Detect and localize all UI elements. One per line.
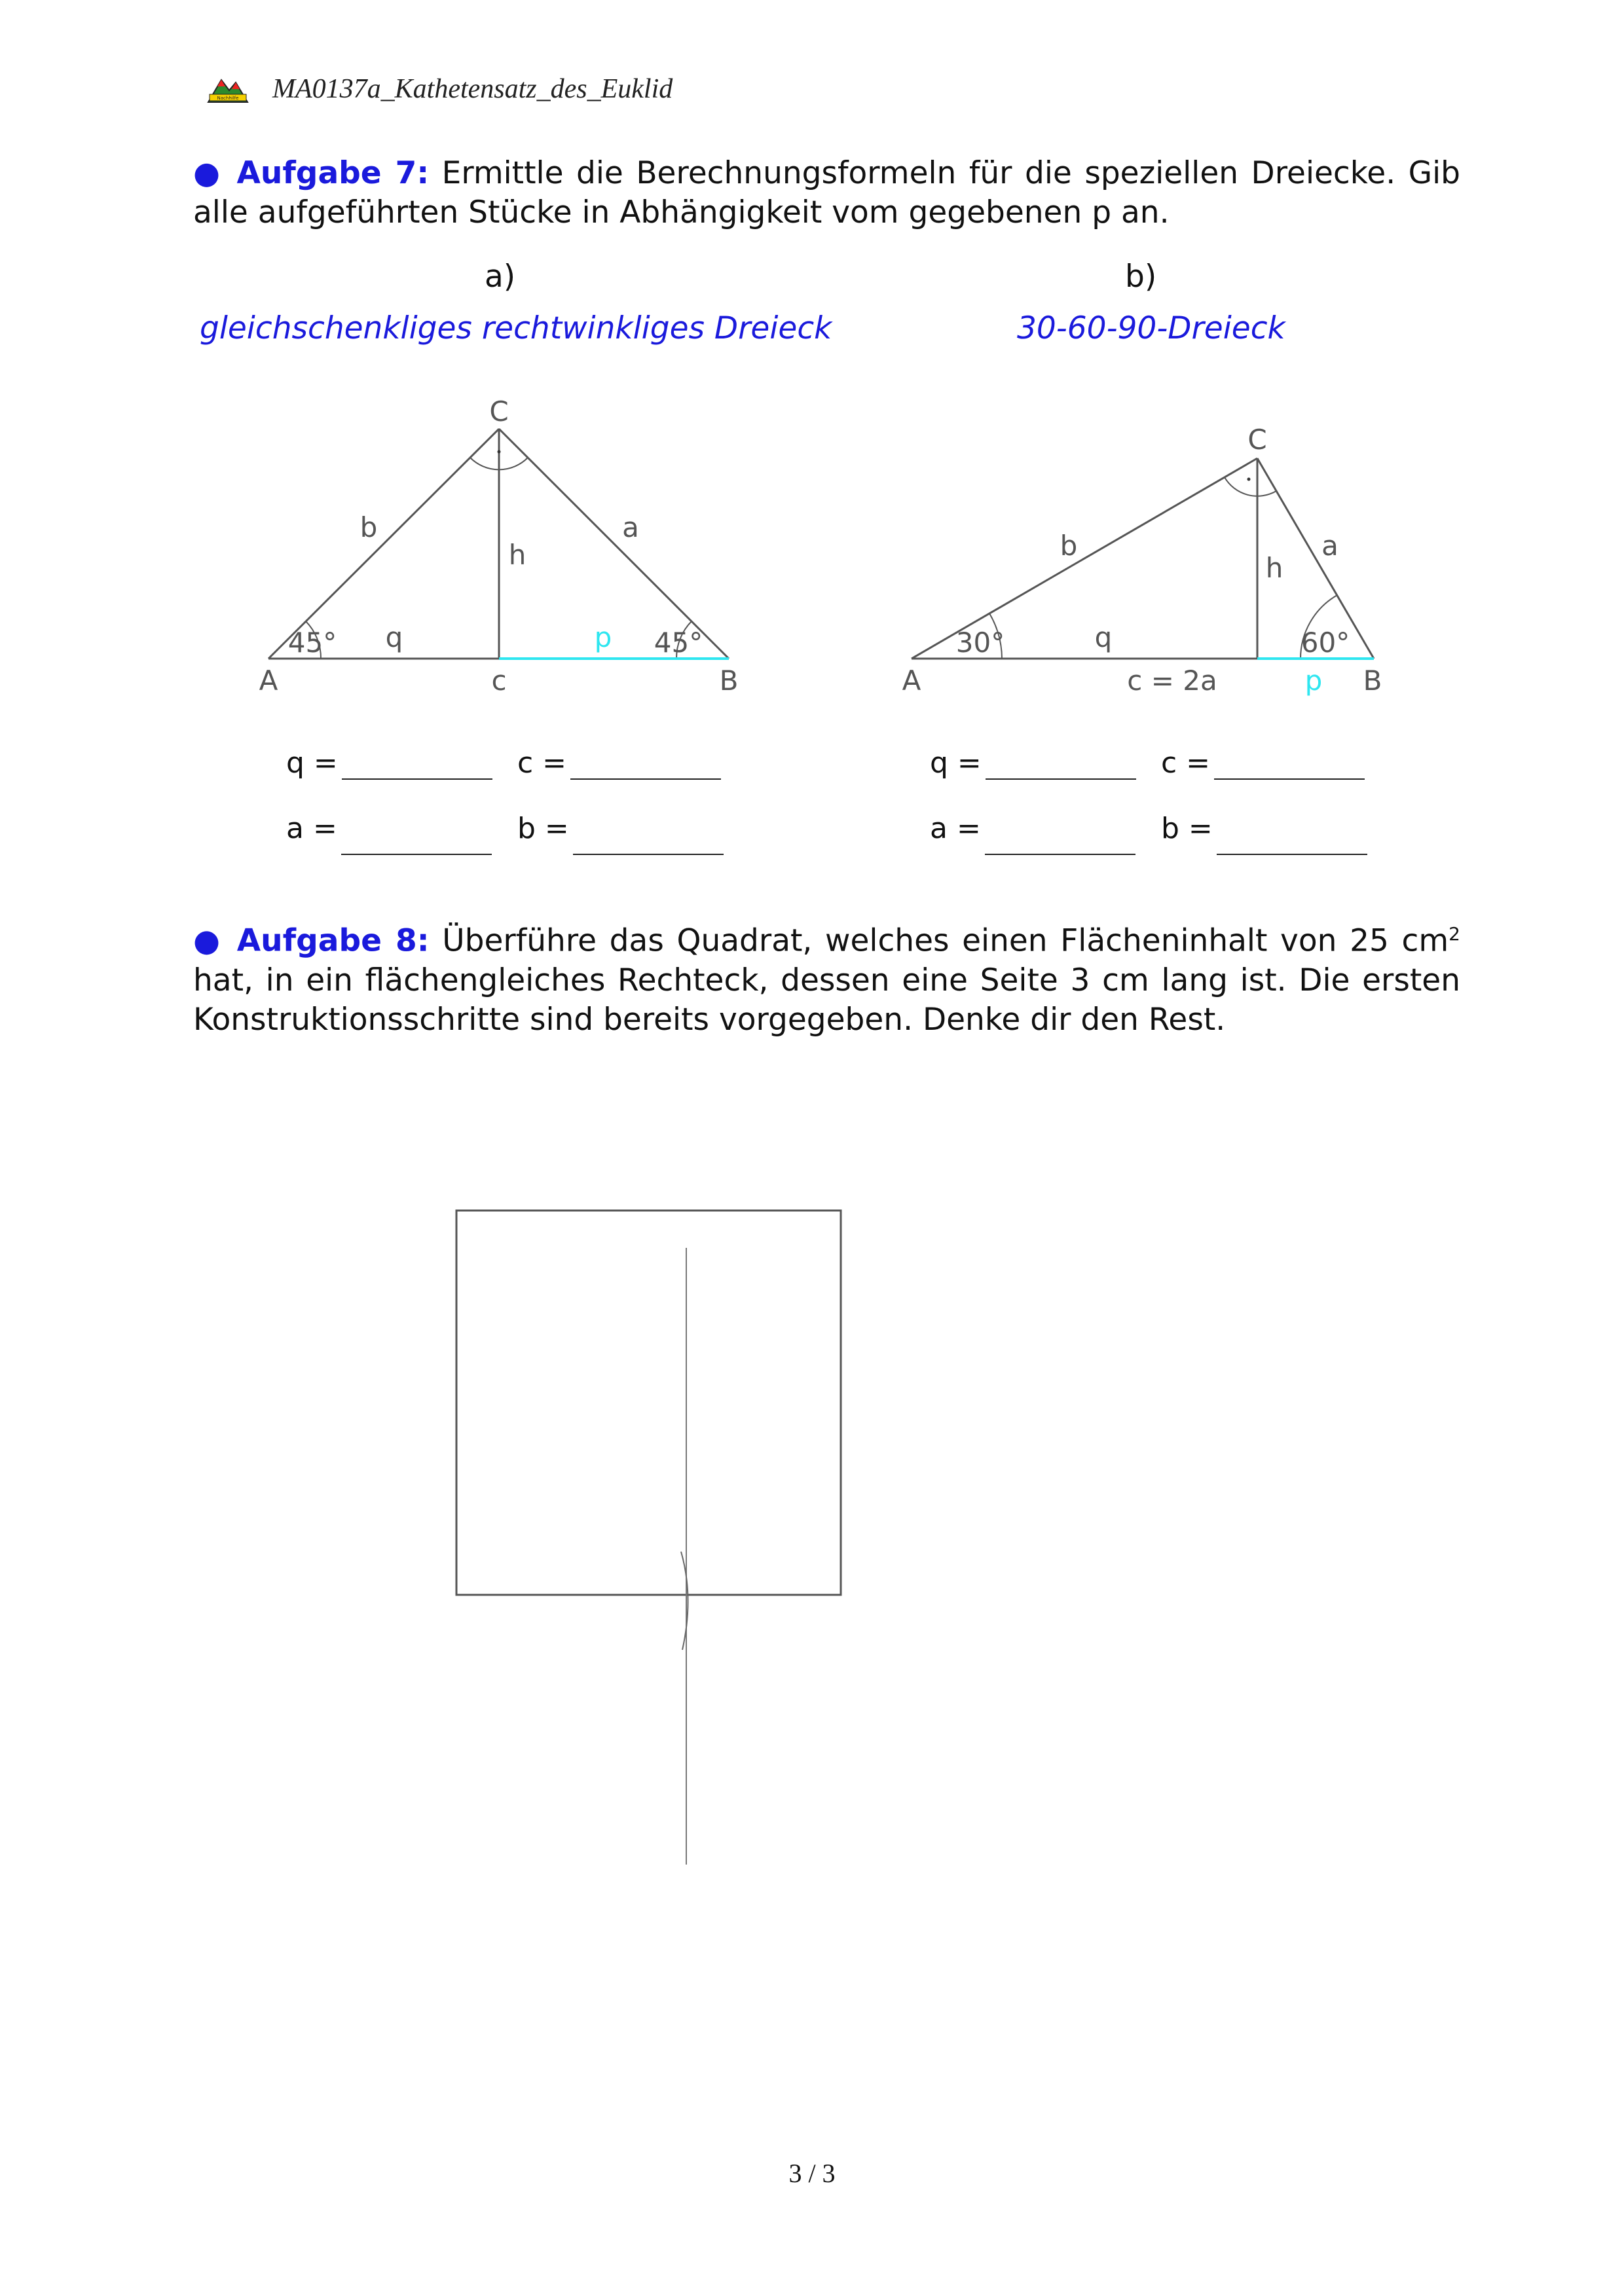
answer-a-a-label: a = — [286, 812, 337, 845]
angle-alpha-label-b: 30° — [955, 627, 1005, 659]
answer-a-b-blank[interactable] — [985, 825, 1135, 855]
side-p-label: p — [594, 621, 612, 653]
task8-body-1: Überführe das Quadrat, welches einen Flächeninhalt von 25 cm — [429, 922, 1449, 959]
vertex-C-label: C — [489, 395, 509, 428]
answer-b-b-blank[interactable] — [1217, 825, 1367, 855]
answer-q-b-label: q = — [930, 746, 982, 780]
task8-text — [193, 915, 1460, 1040]
side-c-label-b: c = 2a — [1127, 665, 1217, 697]
part-a-label: a) — [485, 259, 516, 295]
vertex-C-label-b: C — [1247, 424, 1267, 456]
part-b-title: 30-60-90-Dreieck — [1017, 310, 1285, 346]
answer-c-b — [1161, 746, 1365, 780]
answer-b-a-blank[interactable] — [573, 825, 724, 855]
construction-figure — [0, 1178, 1624, 1899]
logo-text: Nachhilfe — [217, 96, 239, 101]
side-a-label-b: a — [1321, 530, 1338, 562]
answer-c-a-blank[interactable] — [570, 750, 721, 780]
height-h-label-b: h — [1265, 552, 1283, 584]
task8-label: ● Aufgabe 8: — [193, 922, 430, 959]
side-p-label-b: p — [1304, 665, 1323, 697]
answer-a-b-label: a = — [930, 812, 981, 845]
side-c-label: c — [491, 665, 507, 697]
task8-body-2: hat, in ein flächengleiches Rechteck, dessen eine Seite 3 cm lang ist. Die ersten Konstruktionsschritte sind bereits vorgegeben. Denke dir den Rest. — [193, 962, 1460, 1038]
side-b-label: b — [360, 511, 378, 543]
answer-a-a-blank[interactable] — [341, 825, 492, 855]
vertex-B-label: B — [719, 665, 739, 697]
answer-b-b-label: b = — [1161, 812, 1213, 845]
square-shape — [456, 1211, 841, 1595]
answer-q-a — [286, 746, 492, 780]
answer-q-a-label: q = — [286, 746, 338, 780]
angle-alpha-label: 45° — [287, 627, 337, 659]
task7-label: ● Aufgabe 7: — [193, 155, 430, 191]
answer-b-a-label: b = — [517, 812, 569, 845]
answer-b-a — [517, 812, 724, 855]
side-q-label: q — [385, 621, 403, 653]
right-angle-dot-b — [1247, 478, 1251, 481]
page-number: 3 / 3 — [788, 2159, 836, 2188]
answer-c-a-label: c = — [517, 746, 567, 780]
answer-a-b — [930, 812, 1135, 855]
document-title: MA0137a_Kathetensatz_des_Euklid — [272, 74, 673, 104]
answer-a-a — [286, 812, 492, 855]
task7-body: Ermittle die Berechnungsformeln für die speziellen Dreiecke. Gib alle aufgeführten Stücke in Abhängigkeit vom gegebenen p an. — [193, 155, 1460, 230]
height-h-label: h — [508, 539, 526, 571]
answer-b-b — [1161, 812, 1367, 855]
part-b-label: b) — [1125, 259, 1157, 295]
right-angle-dot — [498, 450, 501, 454]
answer-q-a-blank[interactable] — [342, 750, 492, 780]
task8-superscript: 2 — [1449, 923, 1460, 945]
answer-c-b-label: c = — [1161, 746, 1211, 780]
answer-q-b-blank[interactable] — [986, 750, 1136, 780]
vertex-A-label: A — [259, 665, 278, 697]
side-b-line — [268, 429, 499, 659]
angle-arc-C-b — [1225, 477, 1276, 496]
side-a-line — [499, 429, 729, 659]
triangle-a-figure — [0, 0, 1624, 720]
part-a-title: gleichschenkliges rechtwinkliges Dreieck — [200, 310, 832, 346]
angle-beta-label: 45° — [654, 627, 703, 659]
side-a-label: a — [622, 511, 639, 543]
answer-c-a — [517, 746, 721, 780]
answer-q-b — [930, 746, 1136, 780]
answer-c-b-blank[interactable] — [1214, 750, 1365, 780]
side-b-label-b: b — [1060, 530, 1078, 562]
vertex-A-label-b: A — [902, 665, 921, 697]
angle-beta-label-b: 60° — [1301, 627, 1350, 659]
vertex-B-label-b: B — [1363, 665, 1382, 697]
side-q-label-b: q — [1094, 621, 1113, 653]
